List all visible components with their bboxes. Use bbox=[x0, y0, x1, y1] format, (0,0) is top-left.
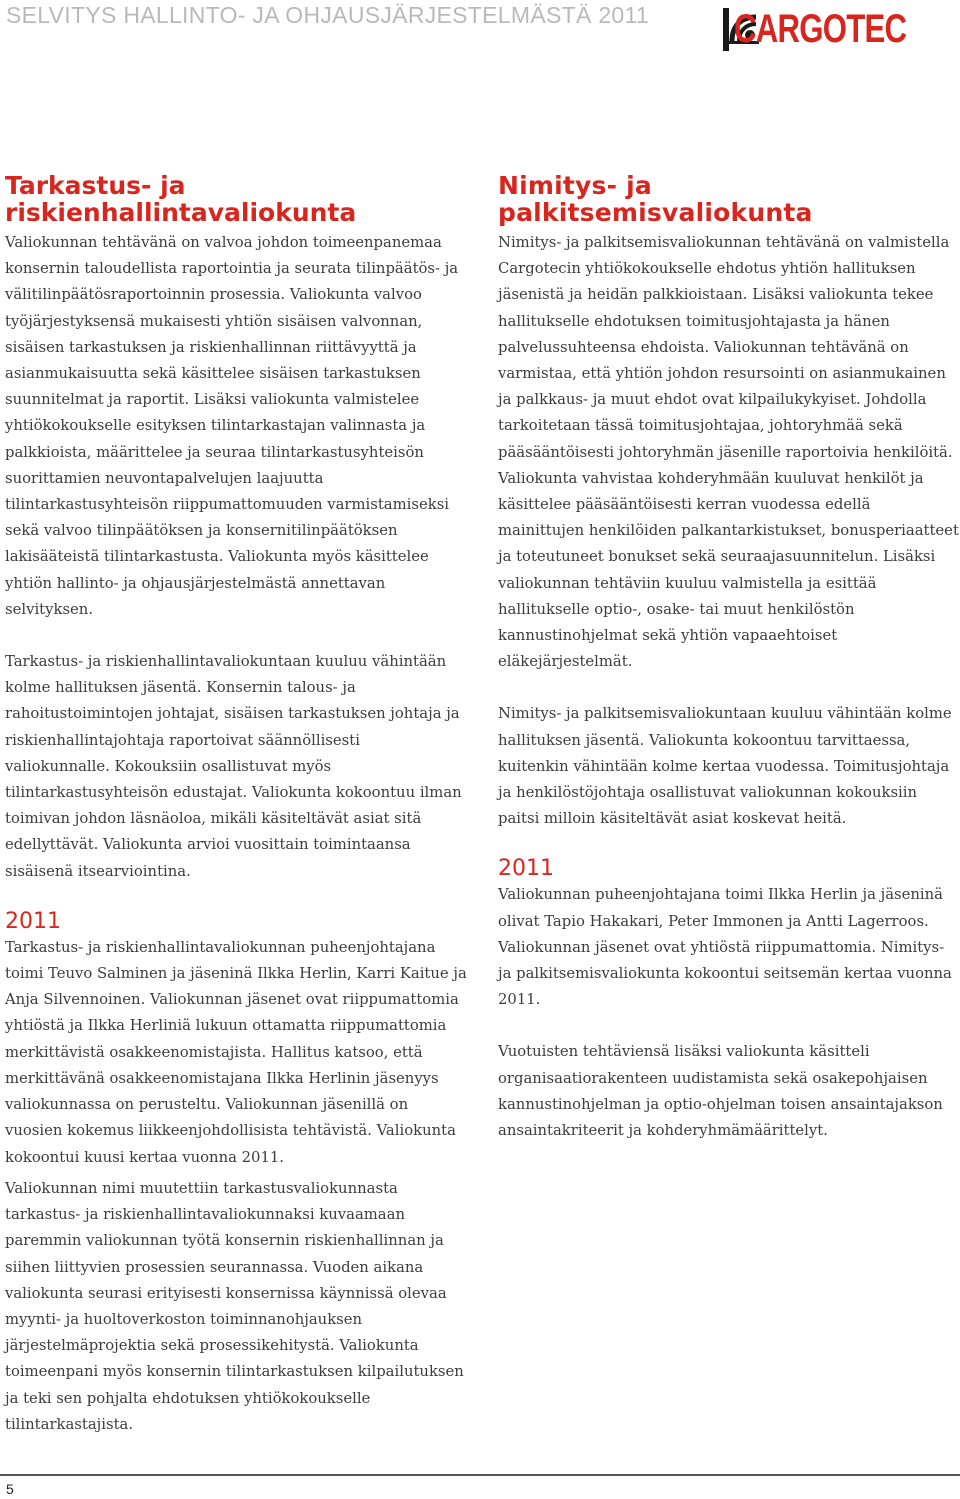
nomination-committee-composition-paragraph: Nimitys- ja palkitsemisvaliokuntaan kuuluu vähintään kolme hallituksen jäsentä. Valiokunta kokoontuu tarvittaessa, kuitenkin vähintään kolme kertaa vuodessa. Toimitusjohtaja ja henkilöstöjohtaja osallistuvat valiokunnan kokouksiin paitsi milloin käsiteltävät asiat koskevat heitä. bbox=[498, 705, 952, 828]
page-number: 5 bbox=[6, 1481, 14, 1497]
audit-committee-rename-paragraph: Valiokunnan nimi muutettiin tarkastusvaliokunnasta tarkastus- ja riskienhallintavaliokunnaksi kuvaamaan paremmin valiokunnan työtä konsernin riskienhallinnan ja siihen liittyvien prosessien seurannassa. Vuoden aikana valiokunta seurasi erityisesti konsernissa käynnissä olevaa myynti- ja huoltoverkoston toiminnanohjauksen järjestelmäprojektia sekä prosessikehitystä. Valiokunta toimeenpani myös konsernin tilintarkastuksen kilpailutuksen ja teki sen pohjalta ehdotuksen yhtiökokoukselle tilintarkastajista. bbox=[5, 1180, 464, 1433]
cargotec-logo-text: CARGOTEC bbox=[734, 7, 907, 51]
cargotec-logo bbox=[723, 6, 955, 52]
audit-committee-rename-section bbox=[5, 1176, 467, 1438]
audit-committee-composition-paragraph: Tarkastus- ja riskienhallintavaliokuntaan kuuluu vähintään kolme hallituksen jäsentä. Konsernin talous- ja rahoitustoimintojen johtajat, sisäisen tarkastuksen johtaja ja riskienhallintajohtaja raportoivat säännöllisesti valiokunnalle. Kokouksiin osallistuvat myös tilintarkastusyhteisön edustajat. Valiokunta kokoontuu ilman toimivan johdon läsnäoloa, mikäli käsiteltävät asiat sitä edellyttävät. Valiokunta arvioi vuosittain toimintaansa sisäisenä itsearviointina. bbox=[5, 653, 462, 880]
audit-committee-year-heading: 2011 bbox=[5, 908, 61, 934]
cargotec-logo-icon bbox=[723, 8, 729, 51]
audit-committee-heading: Tarkastus- ja riskienhallintavaliokunta bbox=[5, 171, 357, 227]
audit-committee-2011-paragraph: Tarkastus- ja riskienhallintavaliokunnan puheenjohtajana toimi Teuvo Salminen ja jäseninä Ilkka Herlin, Karri Kaitue ja Anja Silvennoinen. Valiokunnan jäsenet ovat riippumattomia yhtiöstä ja Ilkka Herliniä lukuun ottamatta riippumattomia merkittävistä osakkeenomistajista. Hallitus katsoo, että merkittävänä osakkeenomistajana Ilkka Herlinin jäsenyys valiokunnassa on perusteltu. Valiokunnan jäsenillä on vuosien kokemus liikkeenjohdollisista tehtävistä. Valiokunta kokoontui kuusi kertaa vuonna 2011. bbox=[5, 938, 467, 1166]
nomination-committee-section bbox=[498, 172, 960, 1144]
nomination-committee-2011-paragraph: Valiokunnan puheenjohtajana toimi Ilkka Herlin ja jäseninä olivat Tapio Hakakari, Peter Immonen ja Antti Lagerroos. Valiokunnan jäsenet ovat yhtiöstä riippumattomia. Nimitys- ja palkitsemisvaliokunta kokoontui seitsemän kertaa vuonna 2011. bbox=[498, 886, 952, 1009]
nomination-committee-duties-paragraph: Nimitys- ja palkitsemisvaliokunnan tehtävänä on valmistella Cargotecin yhtiökokoukselle ehdotus yhtiön hallituksen jäsenistä ja heidän palkkioistaan. Lisäksi valiokunta tekee hallitukselle ehdotuksen toimitusjohtajasta ja hänen palvelussuhteensa ehdoista. Valiokunnan tehtävänä on varmistaa, että yhtiön johdon resursointi on asianmukainen ja palkkaus- ja muut ehdot ovat kilpailukykyiset. Johdolla tarkoitetaan tässä toimitusjohtajaa, johtoryhmää sekä pääsääntöisesti johtoryhmän jäsenille raportoivia henkilöitä. Valiokunta vahvistaa kohderyhmään kuuluvat henkilöt ja käsittelee pääsääntöisesti kerran vuodessa edellä mainittujen henkilöiden palkantarkistukset, bonusperiaatteet ja toteutuneet bonukset sekä seuraajasuunnitelun. Lisäksi valiokunnan tehtäviin kuuluu valmistella ja esittää hallitukselle optio-, osake- tai muut henkilöstön kannustinohjelmat sekä yhtiön vapaaehtoiset eläkejärjestelmät. bbox=[498, 234, 959, 671]
audit-committee-duties-paragraph: Valiokunnan tehtävänä on valvoa johdon toimeenpanemaa konsernin taloudellista raportointia ja seurata tilinpäätös- ja välitilinpäätösraportoinnin prosessia. Valiokunta valvoo työjärjestyksensä mukaisesti yhtiön sisäisen valvonnan, sisäisen tarkastuksen ja riskienhallinnan riittävyyttä ja asianmukaisuutta sekä käsittelee sisäisen tarkastuksen suunnitelmat ja raportit. Lisäksi valiokunta valmistelee yhtiökokoukselle esityksen tilintarkastajan valinnasta ja palkkioista, määrittelee ja seuraa tilintarkastusyhteisön suorittamien neuvontapalvelujen laajuutta tilintarkastusyhteisön riippumattomuuden varmistamiseksi sekä valvoo tilinpäätöksen ja konsernitilinpäätöksen lakisääteistä tilintarkastusta. Valiokunta myös käsittelee yhtiön hallinto- ja ohjausjärjestelmästä annettavan selvityksen. bbox=[5, 234, 459, 618]
nomination-committee-heading: Nimitys- ja palkitsemisvaliokunta bbox=[498, 171, 813, 227]
audit-committee-section bbox=[5, 172, 467, 1171]
nomination-committee-year-heading: 2011 bbox=[498, 856, 554, 882]
document-header-title: SELVITYS HALLINTO- JA OHJAUSJÄRJESTELMÄSTÄ 2011 bbox=[6, 2, 649, 28]
nomination-committee-other-work-paragraph: Vuotuisten tehtäviensä lisäksi valiokunta käsitteli organisaatiorakenteen uudistamista sekä osakepohjaisen kannustinohjelman ja optio-ohjelman toisen ansaintajakson ansaintakriteerit ja kohderyhmämäärittelyt. bbox=[498, 1043, 943, 1140]
footer-divider bbox=[0, 1474, 960, 1476]
